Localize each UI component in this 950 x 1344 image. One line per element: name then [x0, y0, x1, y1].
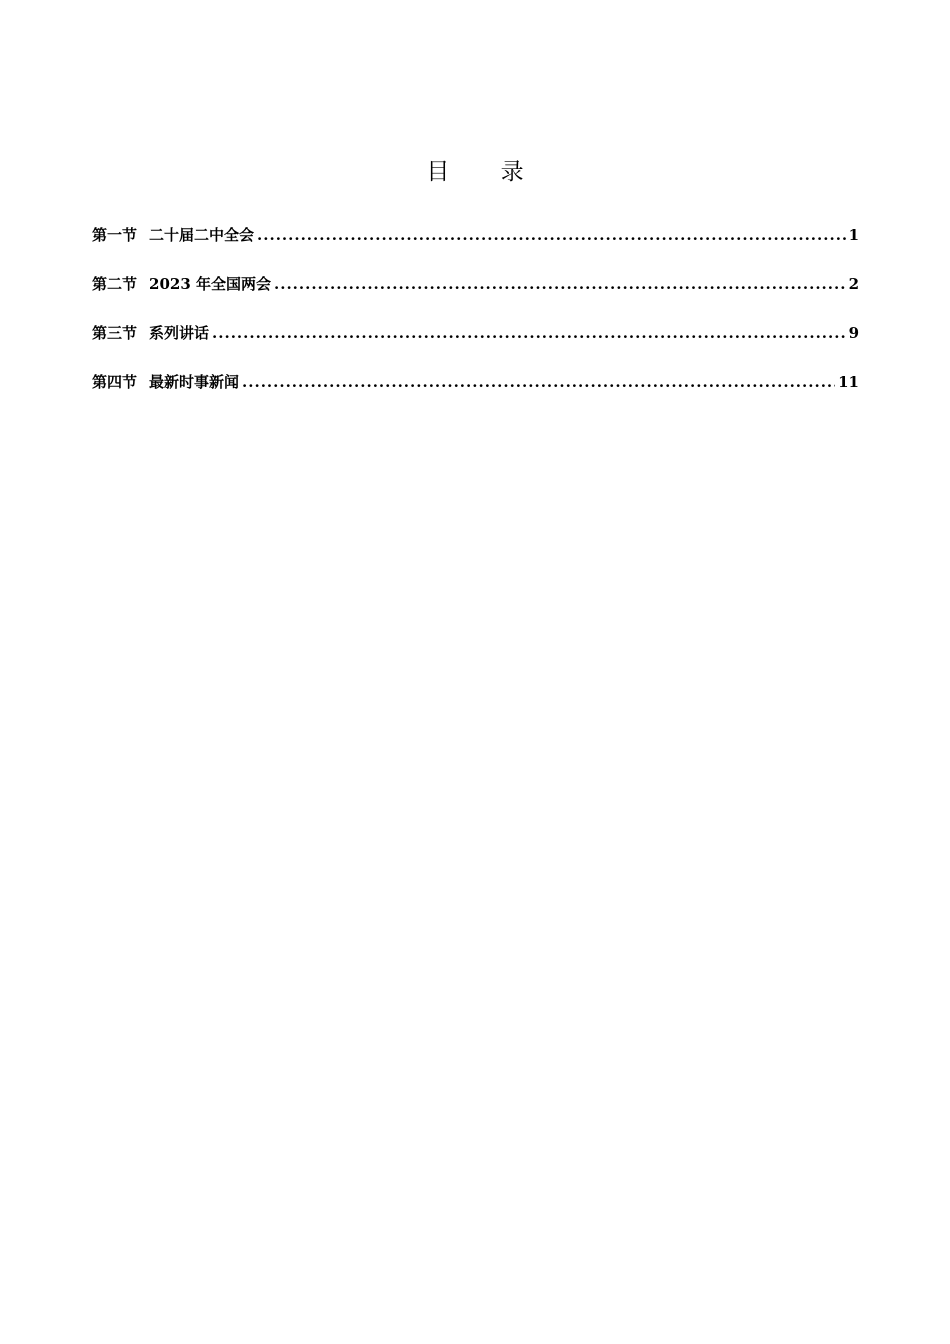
toc-section-label: 第二节	[92, 275, 138, 293]
toc-section-label: 第四节	[92, 373, 138, 391]
toc-entry-1[interactable]	[92, 222, 859, 271]
toc-heading: 二十届二中全会	[149, 226, 255, 244]
toc-page-number: 9	[848, 324, 859, 342]
toc-heading: 最新时事新闻	[149, 373, 240, 391]
toc-section-label: 第一节	[92, 226, 138, 244]
toc-heading: 系列讲话	[149, 324, 210, 342]
toc-entry-4[interactable]	[92, 369, 859, 418]
toc-entry-2[interactable]	[92, 271, 859, 320]
toc-section-label: 第三节	[92, 324, 138, 342]
toc-dot-leader	[257, 222, 846, 248]
toc-entry-3[interactable]	[92, 320, 859, 369]
toc-dot-leader	[242, 369, 835, 395]
toc-dot-leader	[212, 320, 846, 346]
toc-heading: 2023 年全国两会	[149, 275, 271, 293]
toc-list	[92, 222, 859, 418]
toc-page-number: 2	[848, 275, 859, 293]
toc-page-number: 11	[838, 373, 859, 391]
toc-dot-leader	[274, 271, 846, 297]
toc-title: 目 录	[426, 159, 546, 185]
toc-page-number: 1	[848, 226, 859, 244]
